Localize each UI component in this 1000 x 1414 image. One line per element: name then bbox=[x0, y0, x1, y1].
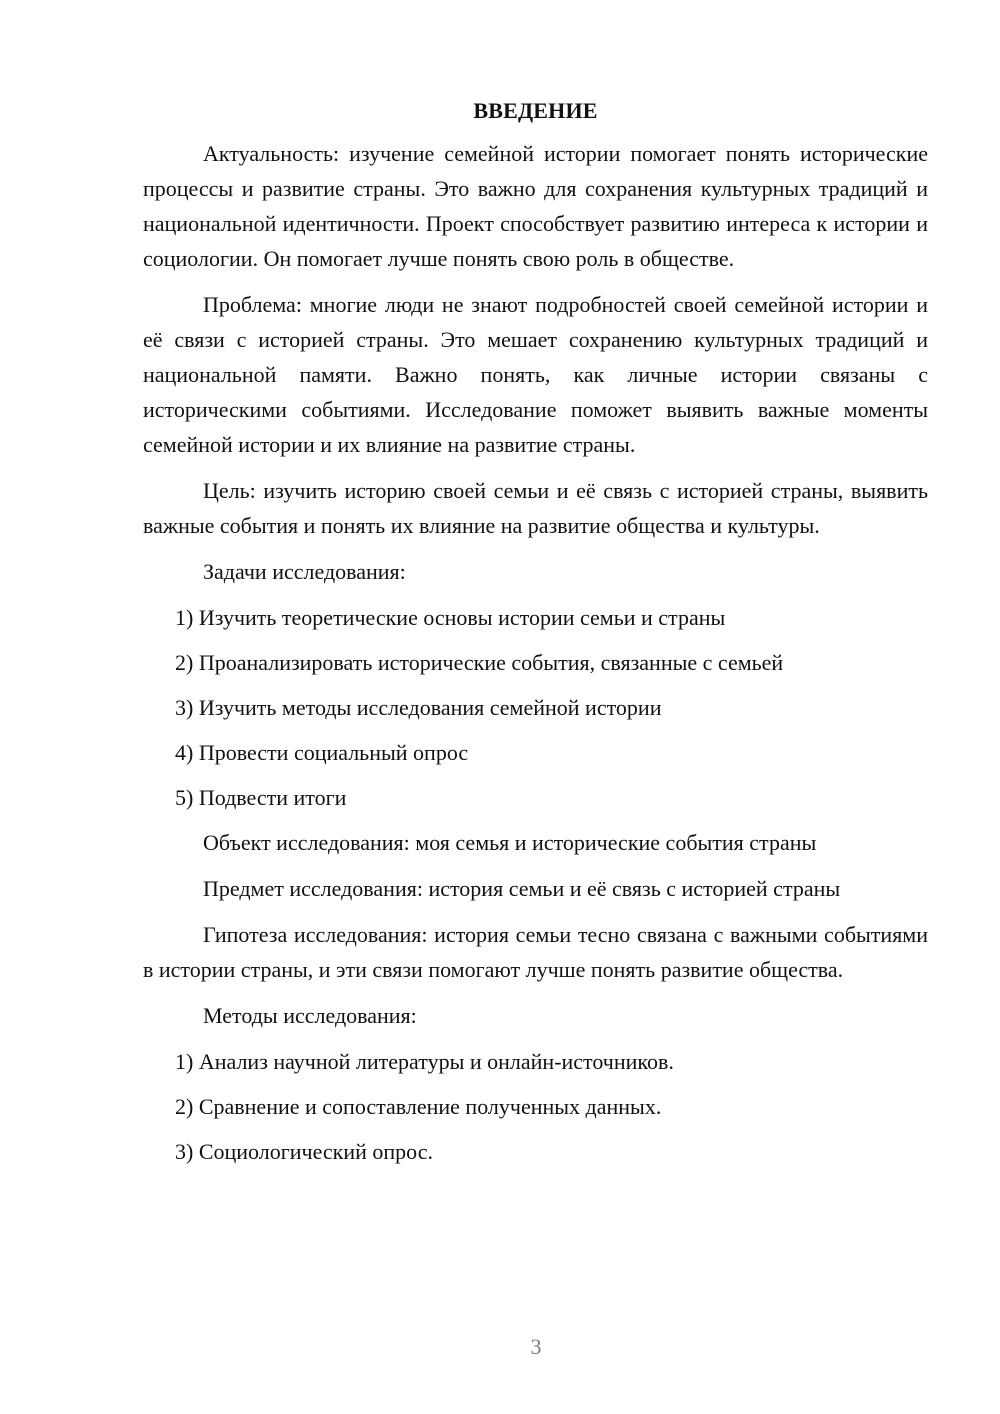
list-item-method-3: 3) Социологический опрос. bbox=[175, 1139, 433, 1164]
list-item-task-3: 3) Изучить методы исследования семейной истории bbox=[175, 695, 662, 720]
list-item-method-2: 2) Сравнение и сопоставление полученных данных. bbox=[175, 1094, 662, 1119]
page-number: 3 bbox=[530, 1334, 542, 1359]
list-item-task-1: 1) Изучить теоретические основы истории семьи и страны bbox=[175, 605, 726, 630]
list-item-task-4: 4) Провести социальный опрос bbox=[175, 740, 469, 765]
object-paragraph: Объект исследования: моя семья и исторические события страны bbox=[203, 830, 817, 855]
page-content bbox=[143, 97, 928, 1179]
list-item-task-2: 2) Проанализировать исторические события, связанные с семьей bbox=[175, 650, 784, 675]
tasks-list bbox=[143, 600, 928, 815]
relevance-paragraph: Актуальность: изучение семейной истории помогает понять исторические процессы и развитие страны. Это важно для сохранения культурных традиций и национальной идентичности. Проект способствует развитию интереса к истории и социологии. Он помогает лучше понять свою роль в обществе. bbox=[143, 141, 928, 271]
problem-paragraph: Проблема: многие люди не знают подробностей своей семейной истории и её связи с историей страны. Это мешает сохранению культурных традиций и национальной памяти. Важно понять, как личные истории связаны с историческими событиями. Исследование поможет выявить важные моменты семейной истории и их влияние на развитие страны. bbox=[143, 292, 928, 457]
methods-list bbox=[143, 1044, 928, 1169]
hypothesis-paragraph: Гипотеза исследования: история семьи тесно связана с важными событиями в истории страны, и эти связи помогают лучше понять развитие общества. bbox=[143, 922, 928, 982]
page-title: ВВЕДЕНИЕ bbox=[473, 98, 598, 123]
goal-paragraph: Цель: изучить историю своей семьи и её связь с историей страны, выявить важные события и понять их влияние на развитие общества и культуры. bbox=[143, 478, 928, 538]
list-item-task-5: 5) Подвести итоги bbox=[175, 785, 347, 810]
methods-title: Методы исследования: bbox=[203, 1003, 417, 1028]
subject-paragraph: Предмет исследования: история семьи и её связь с историей страны bbox=[203, 876, 841, 901]
tasks-title: Задачи исследования: bbox=[203, 559, 406, 584]
list-item-method-1: 1) Анализ научной литературы и онлайн-источников. bbox=[175, 1049, 674, 1074]
